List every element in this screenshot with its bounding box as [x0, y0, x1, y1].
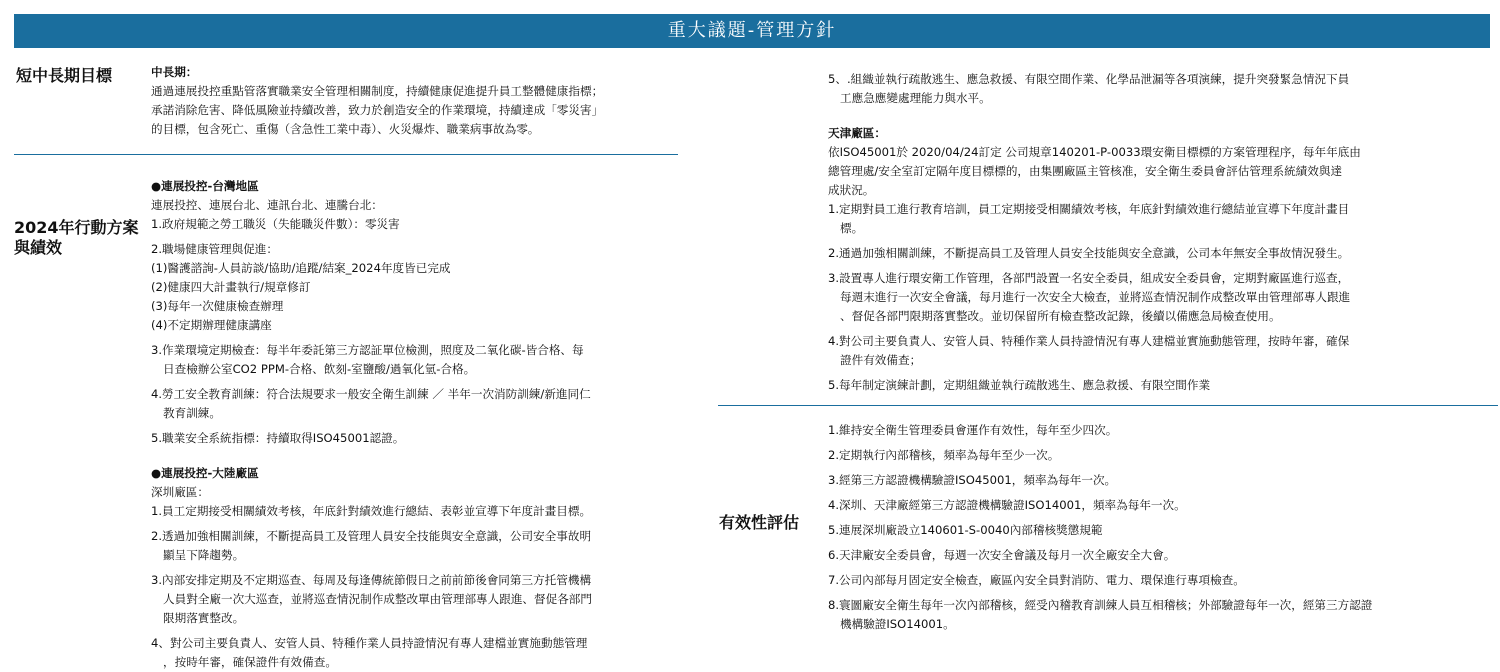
tw-item-2: 2.職場健康管理與促進： [151, 242, 278, 256]
tj-item-4-cont: 證件有效備查； [840, 353, 922, 367]
cn-item-3: 3.內部安排定期及不定期巡查、每周及每逢傳統節假日之前前節後會同第三方托管機構 [151, 573, 592, 587]
tianjin-text [828, 70, 1488, 395]
plan-label-line-1: 2024年行動方案 [14, 218, 139, 237]
cn-item-3-cont-1: 人員對全廠一次大巡查，並將巡查情況制作成整改單由管理部專人跟進、督促各部門 [163, 592, 592, 606]
eval-item-1: 1.維持安全衛生管理委員會運作有效性，每年至少四次。 [828, 423, 1118, 437]
cn-item-1: 1.員工定期接受相關績效考核，年底針對績效進行總結、表彰並宣導下年度計畫目標。 [151, 504, 592, 518]
tj-item-3-cont-1: 每週末進行一次安全會議，每月進行一次安全大檢查，並將巡查情況制作成整改單由管理部專人跟進 [840, 290, 1351, 304]
divider-left [14, 154, 678, 155]
tw-item-5: 5.職業安全系統指標：持續取得ISO45001認證。 [151, 431, 405, 445]
tj-intro-2: 總管理處/安全室訂定隔年度目標標的，由集團廠區主管核准，安全衛生委員會評估管理系統績效與達 [828, 164, 1343, 178]
divider-right [718, 405, 1498, 406]
cn-item-4-cont: ，按時年審，確保證件有效備查。 [163, 655, 337, 669]
tw-item-4-cont: 教育訓練。 [163, 406, 221, 420]
tw-item-4: 4.勞工安全教育訓練：符合法規要求一般安全衛生訓練 ／ 半年一次消防訓練/新進同仁 [151, 387, 591, 401]
plan-label [14, 218, 139, 258]
eval-item-8-cont: 機構驗證ISO14001。 [840, 617, 955, 631]
tj-item-2: 2.通過加強相關訓練，不斷提高員工及管理人員安全技能與安全意識，公司本年無安全事故情況發生。 [828, 246, 1350, 260]
tw-item-2a: (1)醫護諮詢-人員訪談/協助/追蹤/結案_2024年度皆已完成 [151, 261, 451, 275]
goals-line-3: 的目標，包含死亡、重傷（含急性工業中毒）、火災爆炸、職業病事故為零。 [151, 122, 540, 136]
tj-item-1: 1.定期對員工進行教育培訓，員工定期接受相關績效考核，年底針對績效進行總結並宣導下年度計畫目 [828, 202, 1350, 216]
tj-item-5: 5.每年制定演練計劃，定期組織並執行疏散逃生、應急救援、有限空間作業 [828, 378, 1211, 392]
tw-units: 連展投控、連展台北、連訊台北、連騰台北： [151, 198, 383, 212]
tj-item-4: 4.對公司主要負責人、安管人員、特種作業人員持證情況有專人建檔並實施動態管理，按時年審，確保 [828, 334, 1350, 348]
eval-label: 有效性評估 [719, 513, 800, 532]
cn-item-3-cont-2: 限期落實整改。 [163, 611, 245, 625]
eval-item-4: 4.深圳、天津廠經第三方認證機構驗證ISO14001，頻率為每年一次。 [828, 498, 1186, 512]
eval-item-5: 5.連展深圳廠設立140601-S-0040內部稽核獎懲規範 [828, 523, 1103, 537]
tw-item-3: 3.作業環境定期檢查：每半年委託第三方認証單位檢測，照度及二氧化碳-皆合格、每 [151, 343, 584, 357]
tj-intro-3: 成狀況。 [828, 183, 875, 197]
tw-item-3-cont: 日查檢辦公室CO2 PPM-合格、飲刻-室鹽酸/過氧化氫-合格。 [163, 362, 476, 376]
cn-item-5: 5、.組織並執行疏散逃生、應急救援、有限空間作業、化學品泄漏等各項演練，提升突發緊急情況下員 [828, 72, 1350, 86]
cn-item-4: 4、對公司主要負責人、安管人員、特種作業人員持證情況有專人建檔並實施動態管理 [151, 636, 588, 650]
cn-item-5-cont: 工應急應變處理能力與水平。 [840, 91, 991, 105]
cn-item-2-cont: 顯呈下降趨勢。 [163, 548, 245, 562]
goals-line-2: 承諾消除危害、降低風險並持續改善，致力於創造安全的作業環境，持續達成「零災害」 [151, 103, 604, 117]
eval-item-8: 8.寰圖廠安全衛生每年一次內部稽核，經受內稽教育訓練人員互相稽核；外部驗證每年一次，經第三方認證 [828, 598, 1373, 612]
tw-heading: ●連展投控-台灣地區 [151, 179, 259, 193]
cn-site: 深圳廠區： [151, 485, 209, 499]
plan-label-line-2: 與績效 [14, 238, 63, 257]
eval-item-3: 3.經第三方認證機構驗證ISO45001，頻率為每年一次。 [828, 473, 1117, 487]
eval-item-2: 2.定期執行內部稽核，頻率為每年至少一次。 [828, 448, 1060, 462]
eval-item-6: 6.天津廠安全委員會，每週一次安全會議及每月一次全廠安全大會。 [828, 548, 1176, 562]
tw-item-2c: (3)每年一次健康檢查辦理 [151, 299, 284, 313]
tj-heading: 天津廠區： [828, 126, 886, 140]
cn-heading: ●連展投控-大陸廠區 [151, 466, 259, 480]
tw-item-1: 1.政府規範之勞工職災（失能職災件數）：零災害 [151, 217, 400, 231]
goals-line-1: 通過連展投控重點管落實職業安全管理相關制度，持續健康促進提升員工整體健康指標； [151, 84, 604, 98]
tw-item-2b: (2)健康四大計畫執行/規章修訂 [151, 280, 311, 294]
eval-item-7: 7.公司內部每月固定安全檢查，廠區內安全員對消防、電力、環保進行專項檢查。 [828, 573, 1245, 587]
tj-item-3: 3.設置專人進行環安衛工作管理，各部門設置一名安全委員，組成安全委員會，定期對廠區進行巡查， [828, 271, 1350, 285]
tw-item-2d: (4)不定期辦理健康講座 [151, 318, 272, 332]
eval-text [828, 421, 1488, 634]
tj-intro-1: 依ISO45001於 2020/04/24訂定 公司規章140201-P-0033環安衛目標標的方案管理程序，每年年底由 [828, 145, 1361, 159]
page-title: 重大議題-管理方針 [14, 14, 1490, 48]
tj-item-3-cont-2: 、督促各部門限期落實整改。並切保留所有檢查整改記錄，後續以備應急局檢查使用。 [840, 309, 1281, 323]
goals-label: 短中長期目標 [16, 66, 113, 85]
goals-text [151, 63, 676, 139]
cn-item-2: 2.透過加強相關訓練，不斷提高員工及管理人員安全技能與安全意識，公司安全事故明 [151, 529, 592, 543]
goals-heading: 中長期： [151, 65, 198, 79]
tj-item-1-cont: 標。 [840, 221, 864, 235]
plan-text [151, 177, 676, 672]
